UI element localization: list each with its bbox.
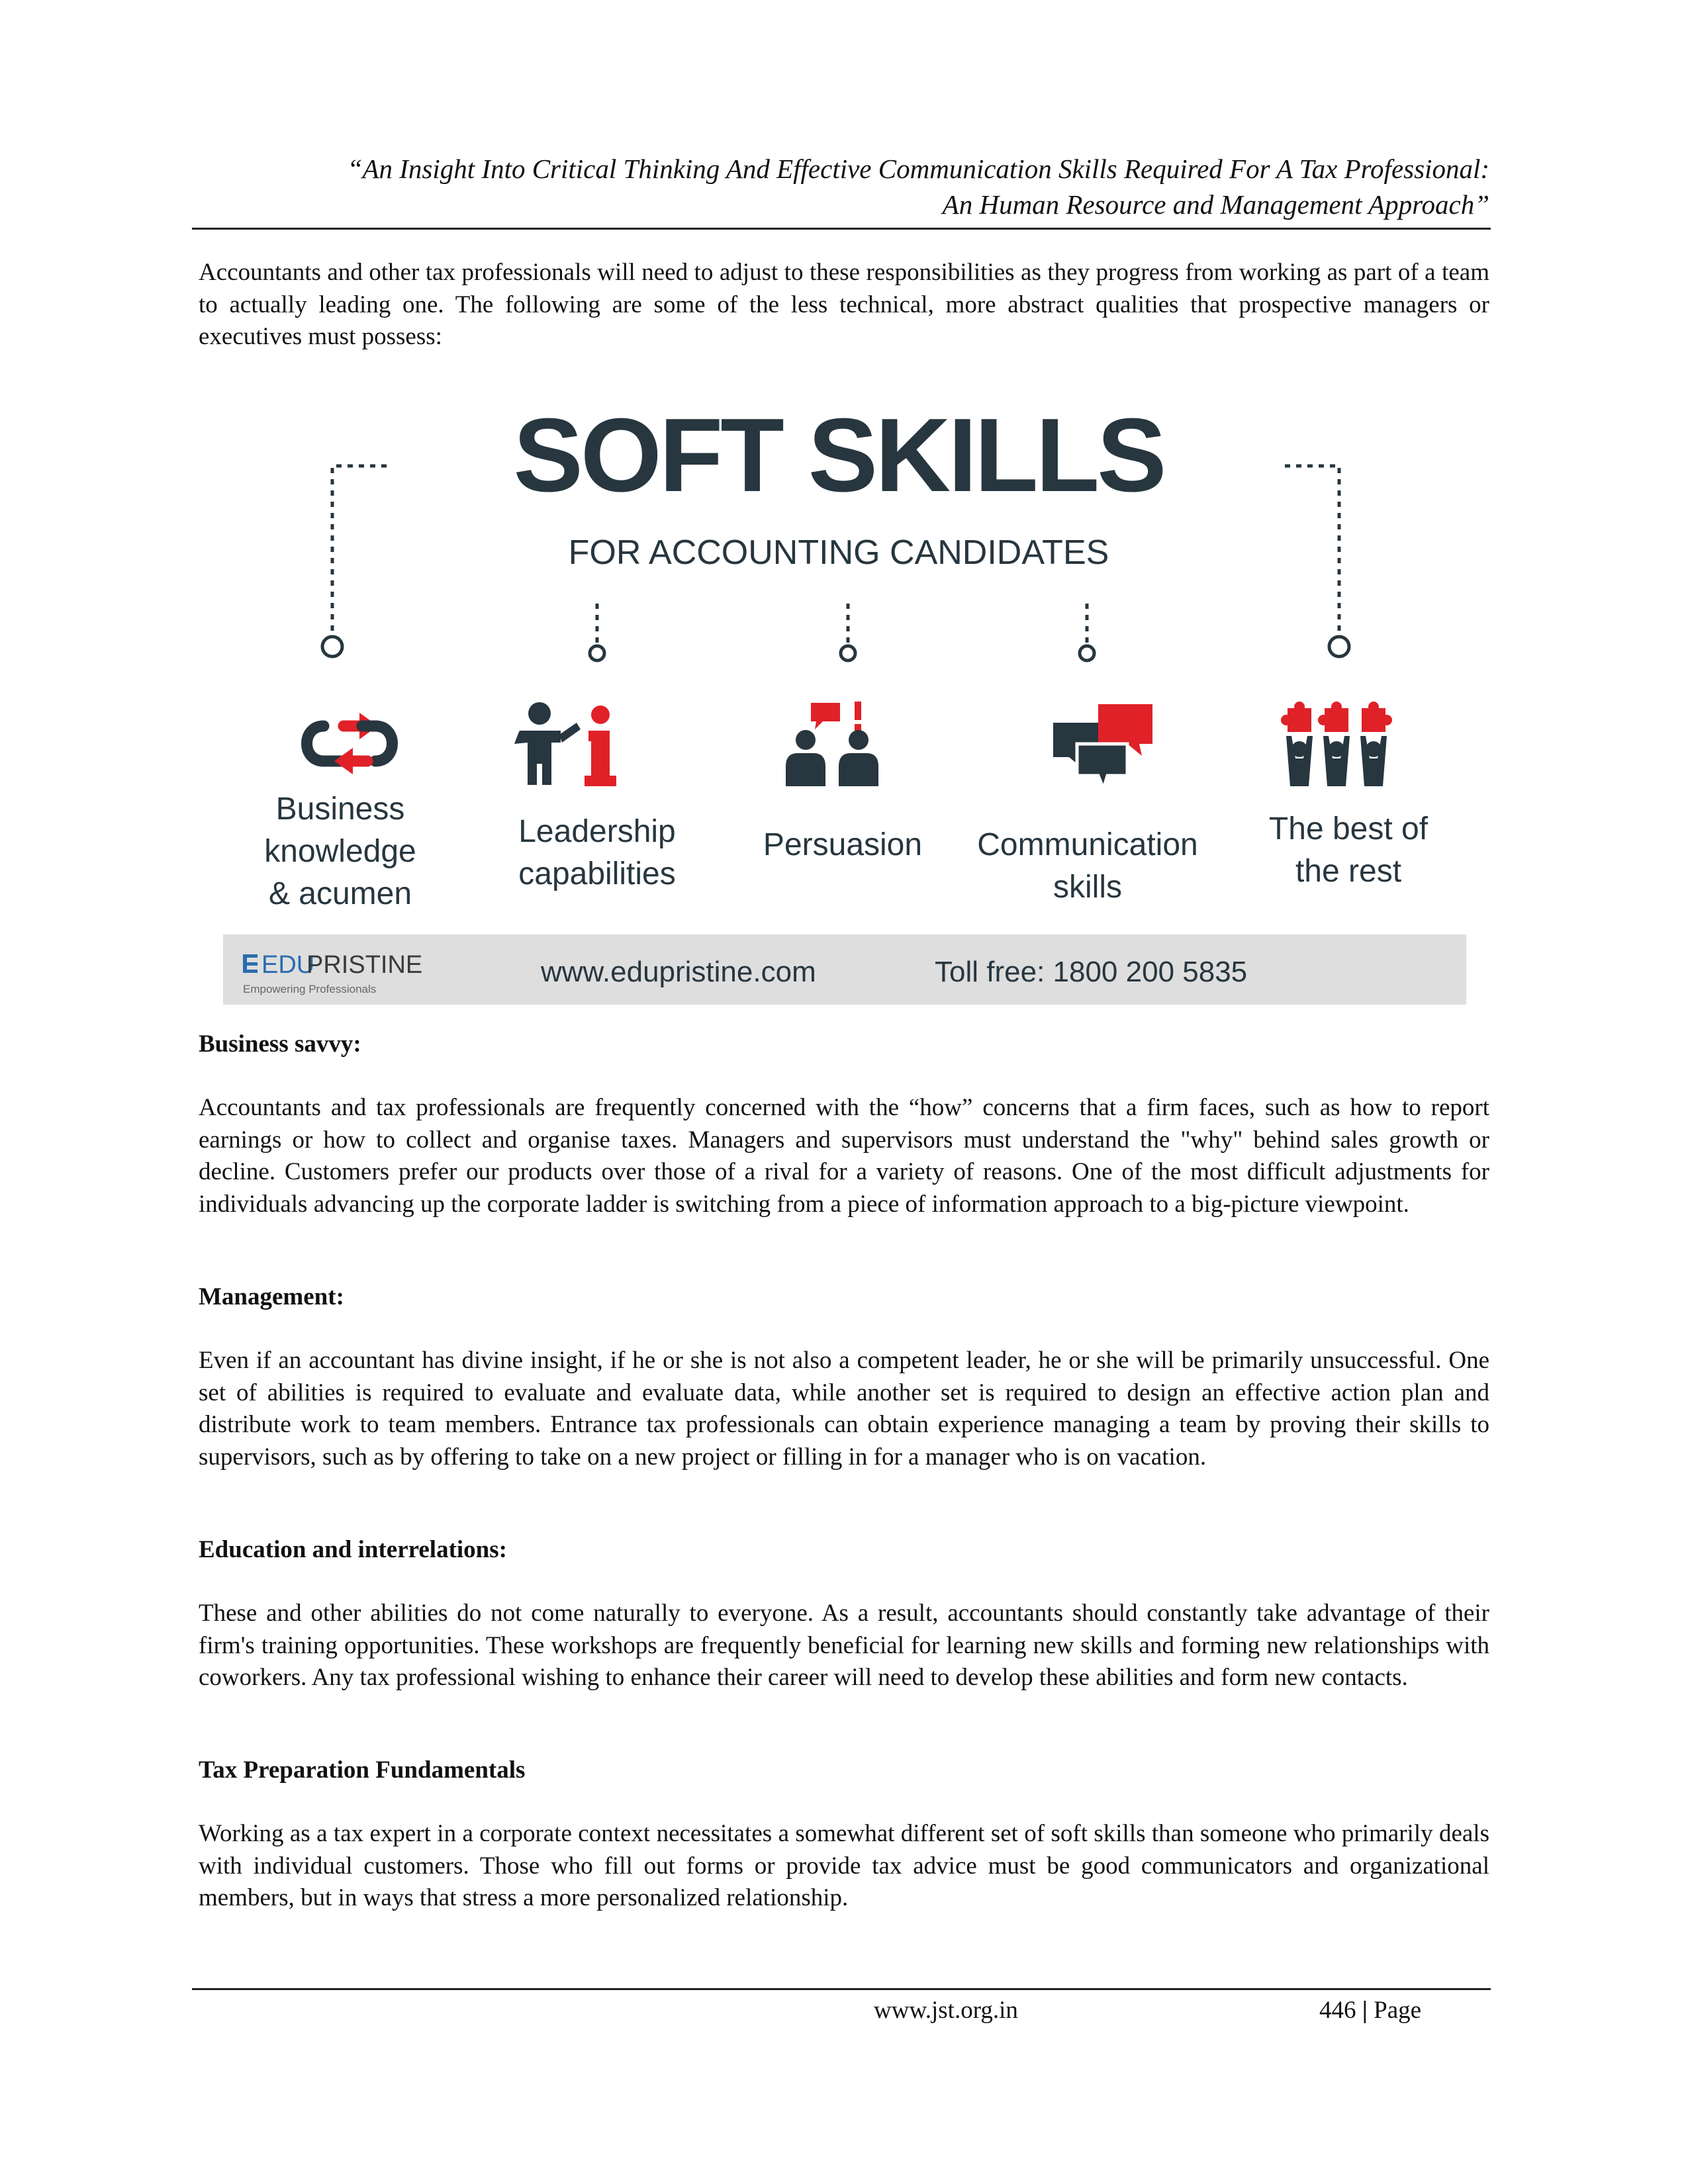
- connector-left: [332, 466, 387, 635]
- footer-rule: [192, 1988, 1491, 1990]
- running-header: [192, 151, 1489, 222]
- skill-2-line-1: Leadership: [518, 814, 676, 849]
- logo-prefix: EDU: [261, 951, 315, 979]
- skill-5-line-1: The best of: [1268, 811, 1429, 846]
- page-number: 446: [1319, 1997, 1356, 2024]
- node-1: [322, 637, 342, 657]
- soft-skills-infographic: [223, 392, 1466, 1007]
- leader-info-icon: [514, 702, 616, 786]
- header-line-1: “An Insight Into Critical Thinking And Effective Communication Skills Required For A Tax Professional:: [347, 154, 1489, 184]
- section-body-tax-preparation: Working as a tax expert in a corporate context necessitates a somewhat different set of soft skills than someone who primarily deals with individual customers. Those who fill out forms or provide tax advice must be good communicators and organizational members, but in ways that stress a more personalized relationship.: [199, 1820, 1489, 1911]
- node-2: [590, 646, 604, 660]
- skill-1-line-1: Business: [275, 792, 405, 827]
- arrows-cycle-icon: [307, 713, 393, 774]
- logo-name: PRISTINE: [306, 951, 423, 979]
- connector-right: [1285, 466, 1339, 635]
- footer-page-number: [1319, 1996, 1421, 2025]
- section-heading-tax-preparation: Tax Preparation Fundamentals: [199, 1756, 526, 1784]
- section-body-business-savvy: Accountants and tax professionals are frequently concerned with the “how” concerns that a firm faces, such as how to report earnings or how to collect and organise taxes. Managers and supervisors must understand the "why" behind sales growth or decline. Customers prefer our products over those of a rival for a variety of reasons. One of the most difficult adjustments for individuals advancing up the corporate ladder is switching from a piece of information approach to a big-picture viewpoint.: [199, 1094, 1489, 1218]
- puzzle-people-icon: [1281, 702, 1392, 786]
- infographic-tollfree: Toll free: 1800 200 5835: [935, 956, 1248, 988]
- intro-paragraph: Accountants and other tax professionals will need to adjust to these responsibilities as they progress from working as part of a team to actually leading one. The following are some of the less technical, more abstract qualities that prospective managers or executives must possess:: [199, 259, 1489, 350]
- logo-tagline: Empowering Professionals: [243, 983, 377, 995]
- section-heading-business-savvy: Business savvy:: [199, 1030, 361, 1058]
- infographic-website: www.edupristine.com: [541, 956, 816, 988]
- skill-2-line-2: capabilities: [518, 856, 676, 891]
- skill-1-line-3: & acumen: [268, 876, 412, 911]
- header-rule: [192, 228, 1491, 230]
- connector-nodes: [322, 637, 1349, 660]
- header-line-2: An Human Resource and Management Approach”: [942, 189, 1489, 220]
- speech-bubbles-icon: [1053, 704, 1152, 789]
- section-body-management: Even if an accountant has divine insight, if he or she is not also a competent leader, he or she will be primarily unsuccessful. One set of abilities is required to evaluate and evaluate data, while another set is required to design an effective action plan and distribute work to team members. Entrance tax professionals can obtain experience managing a team by proving their skills to supervisors, such as by offering to take on a new project or filling in for a manager who is on vacation.: [199, 1347, 1489, 1471]
- section-body-education: These and other abilities do not come naturally to everyone. As a result, accountants should constantly take advantage of their firm's training opportunities. These workshops are frequently beneficial for learning new skills and forming new relationships with coworkers. Any tax professional wishing to enhance their career will need to develop these abilities and form new contacts.: [199, 1600, 1489, 1691]
- persuasion-people-icon: [786, 702, 878, 786]
- page-label: Page: [1374, 1997, 1422, 2024]
- skill-1-line-2: knowledge: [264, 834, 416, 869]
- node-3: [841, 646, 855, 660]
- skill-4-line-1: Communication: [977, 827, 1198, 862]
- footer-url: www.jst.org.in: [874, 1997, 1018, 2024]
- skill-5-line-2: the rest: [1295, 854, 1402, 889]
- infographic-subtitle: FOR ACCOUNTING CANDIDATES: [568, 533, 1109, 572]
- section-heading-education: Education and interrelations:: [199, 1536, 507, 1563]
- infographic-title: SOFT SKILLS: [513, 397, 1164, 514]
- node-5: [1329, 637, 1349, 657]
- infographic-canvas: [223, 392, 1466, 1007]
- node-4: [1080, 646, 1094, 660]
- skill-4-line-2: skills: [1053, 870, 1122, 905]
- section-heading-management: Management:: [199, 1283, 344, 1310]
- page-separator: |: [1362, 1997, 1368, 2024]
- skill-3-line-1: Persuasion: [763, 827, 923, 862]
- skill-labels: [264, 792, 1428, 911]
